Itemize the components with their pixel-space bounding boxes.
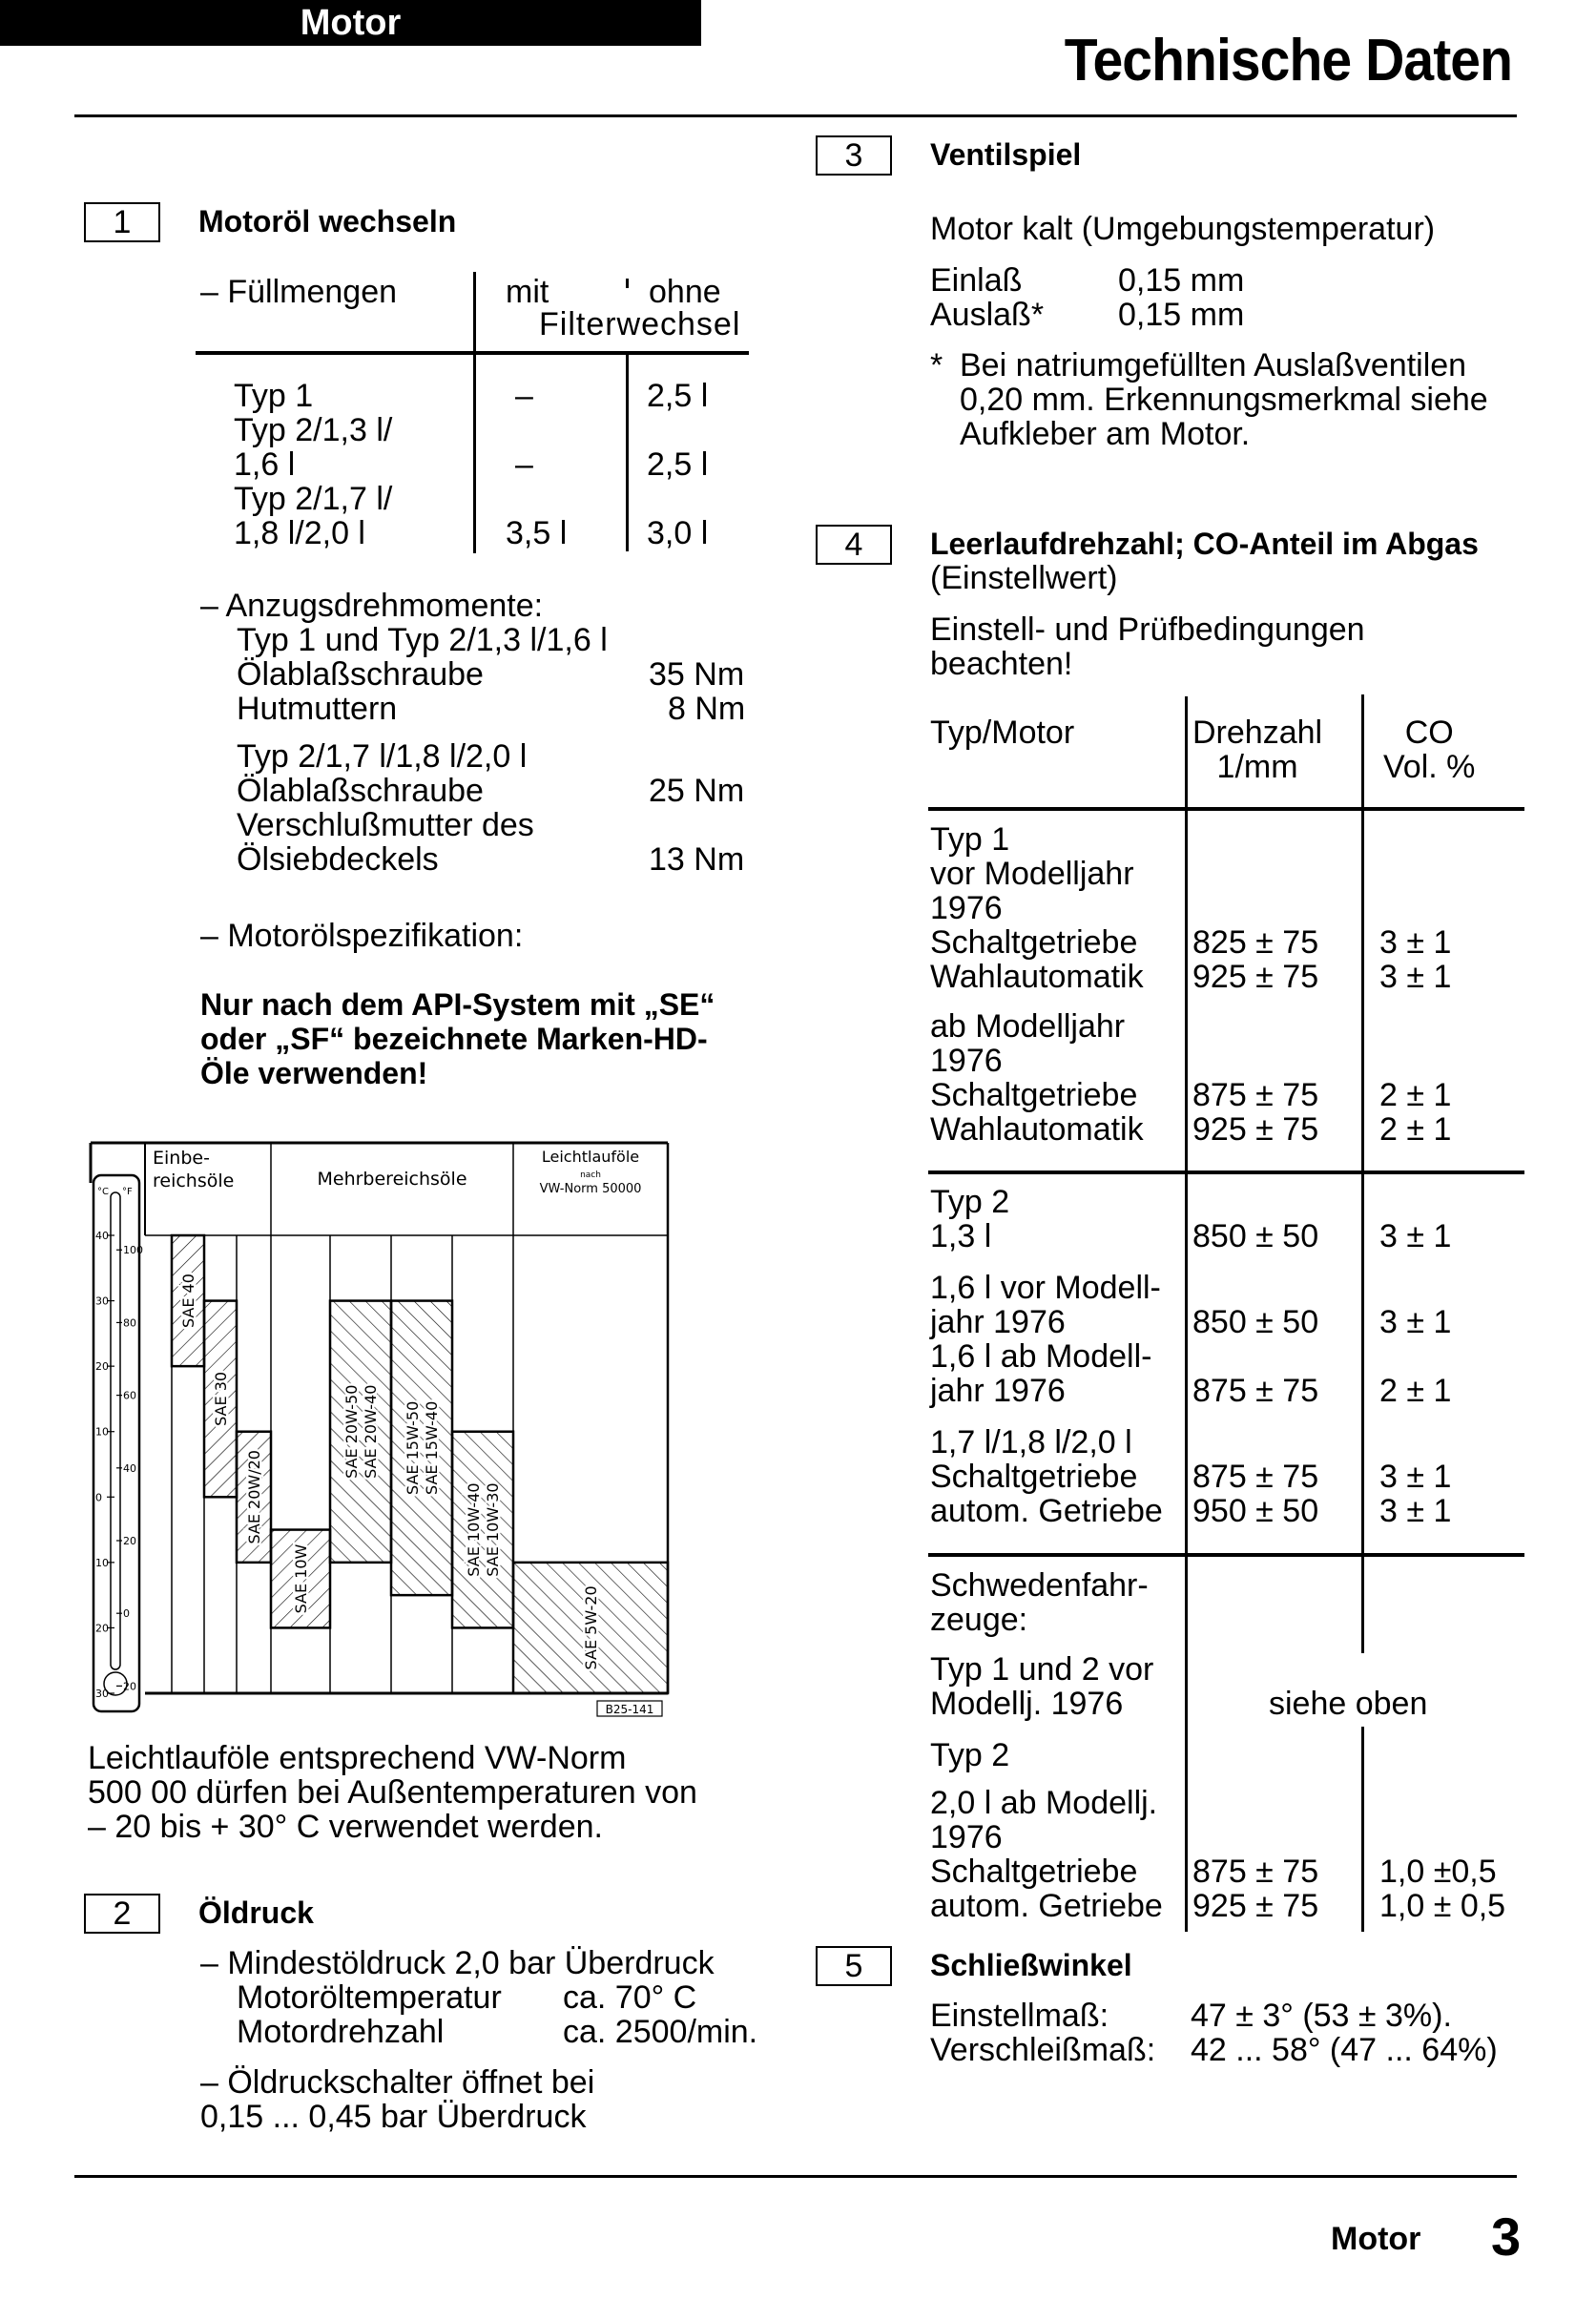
idle-see-above: siehe oben [1269, 1686, 1428, 1722]
fill-row-ohne: 2,5 l [647, 378, 709, 414]
valve-value: 0,15 mm [1118, 297, 1245, 333]
fill-row-type: Typ 1 [234, 378, 314, 414]
valve-label: Auslaß* [930, 297, 1045, 333]
torque-item-value: 8 Nm [668, 691, 746, 727]
section-number-3: 3 [816, 135, 892, 176]
idle-row-type: Wahlautomatik [930, 959, 1144, 995]
chart-group-label-line: Leichtlauföle [541, 1148, 640, 1166]
chart-bar-label-line: SAE 20W/20 [245, 1450, 263, 1544]
oil-temp-value: ca. 70° C [563, 1979, 697, 2016]
dwell-label: Verschleißmaß: [930, 2032, 1156, 2068]
torque-group2-title: Typ 2/1,7 l/1,8 l/2,0 l [237, 738, 528, 775]
torque-item-value: 13 Nm [649, 841, 745, 878]
chart-bar-label-line: SAE 20W-50 [342, 1384, 361, 1479]
page-title: Technische Daten [1064, 28, 1512, 93]
chart-bar [330, 1301, 391, 1563]
idle-row-rpm: 925 ± 75 [1192, 1111, 1319, 1148]
celsius-tick-label: 10 [95, 1556, 109, 1569]
torque-item-name: Verschlußmutter des Ölsiebdeckels [237, 807, 534, 878]
fill-header-rule [196, 351, 749, 355]
idle-row-co: 2 ± 1 [1379, 1077, 1452, 1113]
section-number-5: 5 [816, 1946, 892, 1986]
idle-header-rule [928, 807, 1524, 811]
idle-row-type: Typ 2 1,3 l [930, 1184, 1010, 1254]
section-title-4: Leerlaufdrehzahl; CO-Anteil im Abgas [930, 527, 1479, 561]
idle-row-type: Schaltgetriebe [930, 1077, 1138, 1113]
celsius-tick-label: 40 [95, 1230, 109, 1242]
footnote-mark: * [930, 347, 943, 383]
valve-value: 0,15 mm [1118, 262, 1245, 299]
chart-group-label [153, 1148, 234, 1191]
idle-row-rpm: 875 ± 75 [1192, 1854, 1319, 1890]
chart-group-label-line: Mehrbereichsöle [317, 1169, 467, 1190]
chart-bar-label [245, 1450, 263, 1544]
torque-item-value: 25 Nm [649, 773, 745, 809]
footer-page-number: 3 [1491, 2206, 1522, 2267]
celsius-tick-label: 10 [95, 1425, 109, 1439]
chart-svg [86, 1135, 696, 1717]
engine-speed-value: ca. 2500/min. [563, 2014, 758, 2050]
idle-block-rule [928, 1553, 1524, 1557]
chart-bar [391, 1301, 452, 1596]
torque-item-name: Ölablaßschraube [237, 656, 484, 693]
figure-id: B25-141 [605, 1703, 654, 1716]
idle-row-type: Typ 2 [930, 1737, 1010, 1773]
idle-row-co: 3 ± 1 [1379, 1459, 1452, 1495]
celsius-tick-label: 20 [95, 1360, 109, 1374]
footer-section: Motor [1331, 2221, 1421, 2257]
chart-group-label [317, 1169, 466, 1190]
section-number-2: 2 [84, 1894, 160, 1934]
idle-row-co: 1,0 ±0,5 [1379, 1854, 1497, 1890]
idle-row-rpm: 950 ± 50 [1192, 1493, 1319, 1529]
fill-row-ohne: 3,0 l [647, 515, 709, 551]
idle-row-co: 2 ± 1 [1379, 1111, 1452, 1148]
celsius-tick-label: 30 [95, 1688, 109, 1700]
section-title-1: Motoröl wechseln [198, 204, 457, 238]
section-number-4: 4 [816, 525, 892, 565]
section-number-1: 1 [84, 202, 160, 242]
dwell-value: 47 ± 3° (53 ± 3%). [1191, 1998, 1452, 2034]
idle-row-type: Typ 1 vor Modelljahr 1976 [930, 821, 1134, 926]
chart-bar-label [404, 1401, 441, 1495]
chart-bar-label-line: SAE 30 [212, 1371, 230, 1426]
idle-row-co: 2 ± 1 [1379, 1373, 1452, 1409]
chart-bar-label-line: SAE 5W-20 [582, 1585, 600, 1670]
chart-bar-label-line: SAE 20W-40 [362, 1384, 380, 1479]
chart-bar-label-line: SAE 15W-40 [423, 1400, 441, 1495]
idle-row-type: 2,0 l ab Modellj. 1976 [930, 1785, 1158, 1855]
idle-block-rule [928, 1170, 1524, 1174]
engine-speed-label: Motordrehzahl [237, 2014, 445, 2050]
oil-spec-note: Nur nach dem API-System mit „SE“ oder „SF“ bezeichnete Marken-HD- Öle verwenden! [200, 987, 715, 1090]
idle-sweden-heading: Schwedenfahr- zeuge: [930, 1567, 1149, 1638]
oil-spec-label: – Motorölspezifikation: [200, 918, 524, 954]
fill-row-mit: – [515, 446, 533, 483]
section-subtitle-4: (Einstellwert) [930, 560, 1118, 596]
valve-condition: Motor kalt (Umgebungstemperatur) [930, 211, 1436, 247]
chart-bar-label [179, 1274, 197, 1328]
idle-row-rpm: 850 ± 50 [1192, 1218, 1319, 1254]
chart-bar-label [342, 1385, 380, 1479]
section-title-3: Ventilspiel [930, 137, 1082, 172]
fahrenheit-tick-label: 20 [123, 1680, 136, 1693]
idle-row-rpm: 825 ± 75 [1192, 924, 1319, 961]
idle-row-rpm: 925 ± 75 [1192, 1888, 1319, 1924]
chart-group-label-line: Einbe- [153, 1148, 210, 1169]
fahrenheit-tick-label: 0 [123, 1607, 130, 1621]
chart-caption: Leichtlauföle entsprechend VW-Norm 500 00 dürfen bei Außentemperaturen von – 20 bis + 30° C verwendet werden. [88, 1740, 697, 1845]
fahrenheit-tick-label: 80 [123, 1316, 136, 1330]
valve-footnote: Bei natriumgefüllten Auslaßventilen 0,20 mm. Erkennungsmerkmal siehe Aufkleber am Motor. [960, 347, 1488, 452]
chart-bar-label [292, 1543, 310, 1613]
fill-col-mit: mit [506, 274, 549, 310]
idle-header-rpm: Drehzahl 1/mm [1192, 715, 1323, 785]
torque-item-name: Hutmuttern [237, 691, 398, 727]
fill-col-sub: Filterwechsel [539, 306, 741, 342]
chart-bar-label-line: SAE 40 [179, 1274, 197, 1329]
dwell-value: 42 ... 58° (47 ... 64%) [1191, 2032, 1498, 2068]
fahrenheit-tick-label: 40 [123, 1461, 136, 1475]
idle-divider-2b [1361, 1727, 1364, 1932]
idle-row-co: 3 ± 1 [1379, 924, 1452, 961]
idle-note: Einstell- und Prüfbedingungen beachten! [930, 611, 1365, 682]
chart-bar [452, 1432, 513, 1628]
idle-row-type: 1,7 l/1,8 l/2,0 l Schaltgetriebe [930, 1424, 1138, 1495]
fahrenheit-tick-label: 60 [123, 1389, 136, 1402]
chart-bar-label [212, 1372, 230, 1426]
header-rule [74, 114, 1517, 117]
oil-pressure-switch: – Öldruckschalter öffnet bei 0,15 ... 0,45 bar Überdruck [200, 2064, 595, 2135]
idle-row-co: 3 ± 1 [1379, 1218, 1452, 1254]
torque-item-value: 35 Nm [649, 656, 745, 693]
fill-row-type: Typ 2/1,7 l/ 1,8 l/2,0 l [234, 481, 393, 551]
fill-divider-2a [626, 279, 629, 288]
idle-row-rpm: 875 ± 75 [1192, 1077, 1319, 1113]
torque-item-name: Ölablaßschraube [237, 773, 484, 809]
oil-pressure-line1: – Mindestöldruck 2,0 bar Überdruck [200, 1945, 715, 1981]
fill-col-ohne: ohne [649, 274, 721, 310]
fahrenheit-tick-label: 20 [123, 1535, 136, 1547]
torque-label: – Anzugsdrehmomente: [200, 588, 544, 624]
idle-row-co: 1,0 ± 0,5 [1379, 1888, 1506, 1924]
idle-row-type: Schaltgetriebe [930, 924, 1138, 961]
celsius-tick-label: 0 [95, 1491, 102, 1504]
idle-row-rpm: 875 ± 75 [1192, 1373, 1319, 1409]
idle-row-type: Typ 1 und 2 vor Modellj. 1976 [930, 1651, 1154, 1722]
fahrenheit-unit-label: °F [122, 1187, 133, 1197]
fill-row-type: Typ 2/1,3 l/ 1,6 l [234, 412, 393, 483]
oil-viscosity-chart [86, 1135, 696, 1717]
section-banner: Motor [0, 0, 701, 46]
chart-bar-label [582, 1585, 600, 1669]
idle-row-co: 3 ± 1 [1379, 1304, 1452, 1340]
chart-group-label-line: reichsöle [153, 1170, 235, 1191]
idle-row-type: autom. Getriebe [930, 1493, 1163, 1529]
fill-label: – Füllmengen [200, 274, 398, 310]
idle-row-type: Schaltgetriebe [930, 1854, 1138, 1890]
celsius-tick-label: 20 [95, 1622, 109, 1635]
chart-bar-label [465, 1482, 502, 1576]
idle-row-co: 3 ± 1 [1379, 1493, 1452, 1529]
thermometer-tube [111, 1192, 120, 1669]
celsius-tick-label: 30 [95, 1295, 109, 1308]
section-title-5: Schließwinkel [930, 1948, 1132, 1982]
idle-header-type: Typ/Motor [930, 715, 1075, 751]
section-title-2: Öldruck [198, 1895, 314, 1930]
idle-row-rpm: 875 ± 75 [1192, 1459, 1319, 1495]
fill-row-ohne: 2,5 l [647, 446, 709, 483]
footer-rule [74, 2175, 1517, 2178]
chart-group-label-line: VW-Norm 50000 [539, 1182, 642, 1196]
chart-bar-label-line: SAE 15W-50 [404, 1400, 422, 1495]
dwell-label: Einstellmaß: [930, 1998, 1109, 2034]
idle-row-rpm: 925 ± 75 [1192, 959, 1319, 995]
fill-row-mit: 3,5 l [506, 515, 568, 551]
chart-bar-label-line: SAE 10W-40 [465, 1482, 483, 1577]
idle-row-type: ab Modelljahr 1976 [930, 1008, 1126, 1079]
idle-row-type: 1,6 l vor Modell- jahr 1976 [930, 1270, 1161, 1340]
idle-row-type: autom. Getriebe [930, 1888, 1163, 1924]
chart-bar-label-line: SAE 10W [292, 1543, 310, 1614]
fill-divider-2 [626, 351, 629, 551]
idle-divider-1b [1185, 1646, 1188, 1932]
chart-group-label-line: nach [580, 1170, 601, 1180]
idle-row-co: 3 ± 1 [1379, 959, 1452, 995]
idle-row-type: 1,6 l ab Modell- jahr 1976 [930, 1338, 1152, 1409]
chart-bar-label-line: SAE 10W-30 [484, 1482, 502, 1577]
celsius-unit-label: °C [97, 1187, 109, 1197]
chart-group-label [540, 1148, 642, 1196]
fill-row-mit: – [515, 378, 533, 414]
idle-header-co: CO Vol. % [1383, 715, 1476, 785]
torque-group1-title: Typ 1 und Typ 2/1,3 l/1,6 l [237, 622, 608, 658]
fahrenheit-tick-label: 100 [123, 1244, 143, 1257]
fill-divider-1 [473, 272, 476, 553]
valve-label: Einlaß [930, 262, 1023, 299]
idle-row-type: Wahlautomatik [930, 1111, 1144, 1148]
oil-temp-label: Motoröltemperatur [237, 1979, 502, 2016]
idle-row-rpm: 850 ± 50 [1192, 1304, 1319, 1340]
